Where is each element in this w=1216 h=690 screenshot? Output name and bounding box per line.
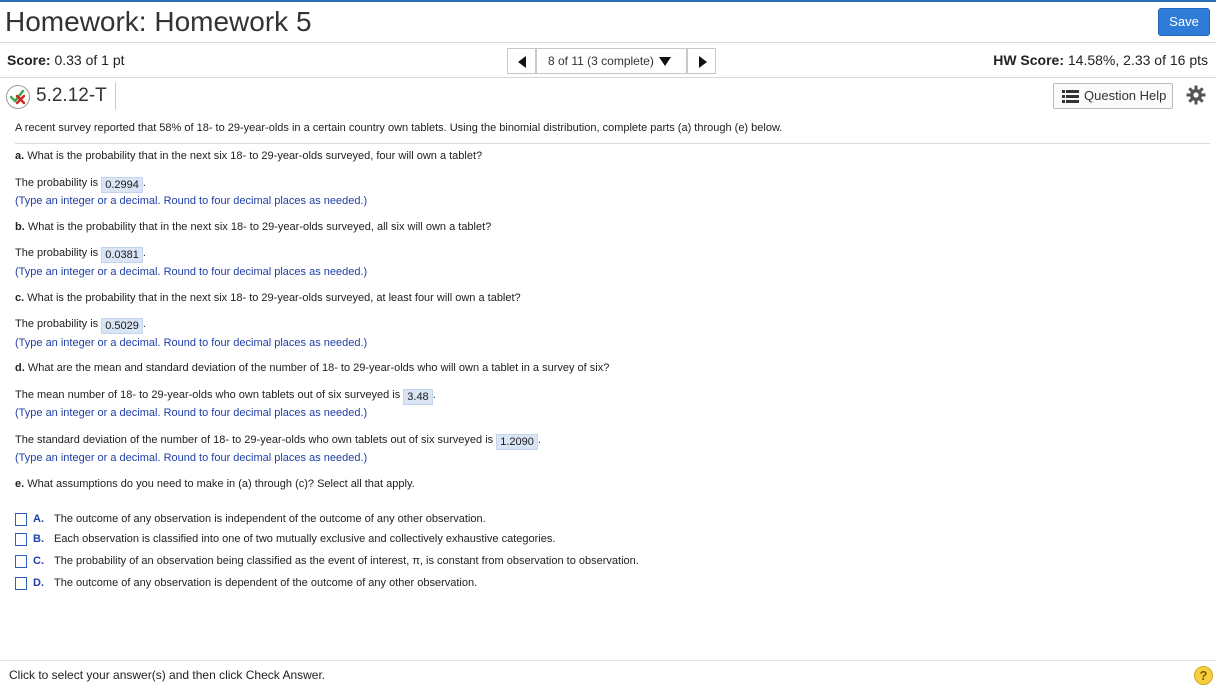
part-a-question	[15, 150, 482, 162]
part-d-label: d.	[15, 362, 25, 374]
part-c-question	[15, 292, 521, 304]
part-b-text: What is the probability that in the next six 18- to 29-year-olds surveyed, all six will own a tablet?	[27, 221, 492, 233]
part-c-answer-field[interactable]: 0.5029	[101, 318, 143, 334]
part-a-prefix: The probability is	[15, 177, 99, 189]
score-value: 0.33 of 1 pt	[54, 52, 125, 68]
option-b-text: Each observation is classified into one of two mutually exclusive and collectively exhaustive categories.	[54, 533, 556, 545]
question-id: 5.2.12-T	[36, 85, 107, 106]
question-help-label: Question Help	[1084, 88, 1167, 103]
part-d-sd-line: The standard deviation of the number of 18- to 29-year-olds who own tablets out of six surveyed is 1.2090 .	[15, 434, 541, 448]
part-d-mean-answer-field[interactable]: 3.48	[403, 389, 432, 405]
question-position: 8 of 11 (3 complete)	[548, 54, 654, 68]
question-intro: A recent survey reported that 58% of 18- to 29-year-olds in a certain country own tablets. Using the binomial distribution, complete parts (a) through (e) below.	[15, 122, 783, 134]
part-d-sd-hint: (Type an integer or a decimal. Round to four decimal places as needed.)	[15, 452, 368, 464]
part-a-hint: (Type an integer or a decimal. Round to four decimal places as needed.)	[15, 195, 368, 207]
part-e-text: What assumptions do you need to make in (a) through (c)? Select all that apply.	[27, 478, 415, 490]
part-c-prefix: The probability is	[15, 318, 99, 330]
help-icon[interactable]: ?	[1194, 666, 1213, 685]
part-d-text: What are the mean and standard deviation of the number of 18- to 29-year-olds who will own a tablet in a survey of six?	[27, 362, 610, 374]
score-display	[7, 52, 125, 68]
footer-instruction: Click to select your answer(s) and then click Check Answer.	[9, 668, 326, 682]
part-b-hint: (Type an integer or a decimal. Round to four decimal places as needed.)	[15, 266, 368, 278]
list-icon	[1062, 90, 1079, 103]
part-d-sd-answer-field[interactable]: 1.2090	[496, 434, 538, 450]
part-a-answer-line: The probability is 0.2994 .	[15, 177, 146, 191]
page-header	[0, 2, 1216, 42]
part-b-question	[15, 221, 491, 233]
next-question-button[interactable]	[687, 48, 716, 74]
option-c-checkbox[interactable]	[15, 555, 27, 568]
part-d-mean-line: The mean number of 18- to 29-year-olds who own tablets out of six surveyed is 3.48 .	[15, 389, 436, 403]
option-a-letter: A.	[33, 513, 44, 525]
part-d-mean-hint: (Type an integer or a decimal. Round to four decimal places as needed.)	[15, 407, 368, 419]
part-e-question	[15, 478, 415, 490]
option-a-checkbox[interactable]	[15, 513, 27, 526]
previous-question-button[interactable]	[507, 48, 536, 74]
score-bar	[0, 42, 1216, 78]
divider	[15, 143, 1210, 144]
footer-bar	[0, 660, 1216, 688]
caret-down-icon	[659, 57, 671, 66]
hw-score-label: HW Score:	[993, 52, 1064, 68]
question-help-button[interactable]	[1053, 83, 1173, 109]
part-a-text: What is the probability that in the next six 18- to 29-year-olds surveyed, four will own a tablet?	[27, 150, 483, 162]
part-a-answer-field[interactable]: 0.2994	[101, 177, 143, 193]
part-c-label: c.	[15, 292, 25, 304]
divider	[115, 82, 116, 110]
part-e-label: e.	[15, 478, 25, 490]
option-a-text: The outcome of any observation is independent of the outcome of any other observation.	[54, 513, 486, 525]
arrow-left-icon	[518, 56, 526, 68]
option-b-letter: B.	[33, 533, 44, 545]
partial-credit-icon	[6, 85, 30, 109]
question-bar	[0, 78, 1216, 114]
hw-score-value: 14.58%, 2.33 of 16 pts	[1067, 52, 1208, 68]
part-b-prefix: The probability is	[15, 247, 99, 259]
part-c-hint: (Type an integer or a decimal. Round to four decimal places as needed.)	[15, 337, 368, 349]
option-c-text: The probability of an observation being classified as the event of interest, π, is constant from observation to observation.	[54, 555, 639, 567]
part-d-mean-prefix: The mean number of 18- to 29-year-olds who own tablets out of six surveyed is	[15, 389, 401, 401]
arrow-right-icon	[699, 56, 707, 68]
save-button[interactable]: Save	[1158, 8, 1210, 36]
question-selector-dropdown[interactable]	[536, 48, 687, 74]
score-label: Score:	[7, 52, 51, 68]
part-d-sd-prefix: The standard deviation of the number of 18- to 29-year-olds who own tablets out of six surveyed is	[15, 434, 494, 446]
option-d-text: The outcome of any observation is dependent of the outcome of any other observation.	[54, 577, 478, 589]
part-d-question	[15, 362, 609, 374]
option-c-letter: C.	[33, 555, 44, 567]
part-b-answer-field[interactable]: 0.0381	[101, 247, 143, 263]
option-b-checkbox[interactable]	[15, 533, 27, 546]
part-b-answer-line: The probability is 0.0381 .	[15, 247, 146, 261]
part-b-label: b.	[15, 221, 25, 233]
part-a-label: a.	[15, 150, 25, 162]
part-c-answer-line: The probability is 0.5029 .	[15, 318, 146, 332]
option-d-letter: D.	[33, 577, 44, 589]
hw-score-display	[993, 52, 1208, 68]
gear-icon[interactable]	[1186, 85, 1206, 105]
page-title: Homework: Homework 5	[5, 6, 312, 37]
part-c-text: What is the probability that in the next six 18- to 29-year-olds surveyed, at least four will own a tablet?	[27, 292, 521, 304]
option-d-checkbox[interactable]	[15, 577, 27, 590]
